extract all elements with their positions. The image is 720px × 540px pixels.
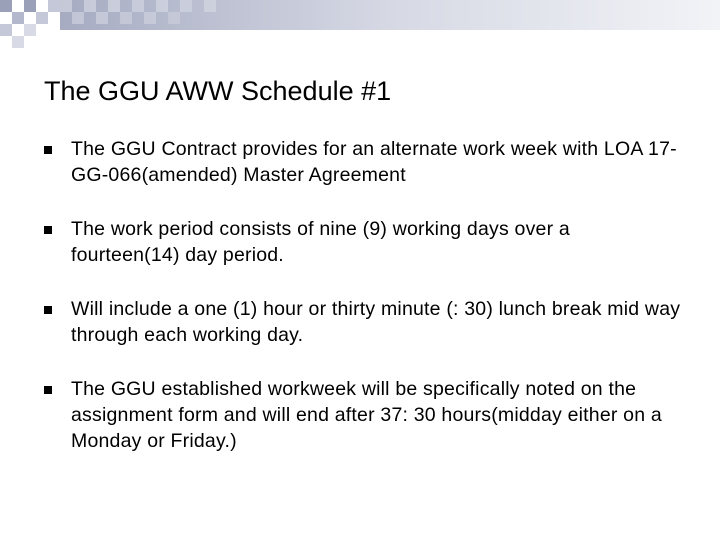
bullet-text: The GGU Contract provides for an alternate work week with LOA 17-GG-066(amended) Master Agreement xyxy=(71,138,677,186)
square-bullet-icon xyxy=(44,306,52,314)
bullet-list xyxy=(44,136,684,482)
bullet-item xyxy=(44,376,684,454)
square-bullet-icon xyxy=(44,146,52,154)
checkered-decoration xyxy=(0,0,60,48)
bullet-item xyxy=(44,136,684,188)
bullet-text: The GGU established workweek will be specifically noted on the assignment form and will end after 37: 30 hours(midday either on a Monday or Friday.) xyxy=(71,378,662,452)
header-gradient-bar xyxy=(60,0,720,30)
slide-title: The GGU AWW Schedule #1 xyxy=(44,76,392,106)
square-bullet-icon xyxy=(44,386,52,394)
square-bullet-icon xyxy=(44,226,52,234)
bullet-text: Will include a one (1) hour or thirty minute (: 30) lunch break mid way through each working day. xyxy=(71,298,681,346)
bullet-item xyxy=(44,296,684,348)
bullet-text: The work period consists of nine (9) working days over a fourteen(14) day period. xyxy=(71,218,570,266)
bullet-item xyxy=(44,216,684,268)
